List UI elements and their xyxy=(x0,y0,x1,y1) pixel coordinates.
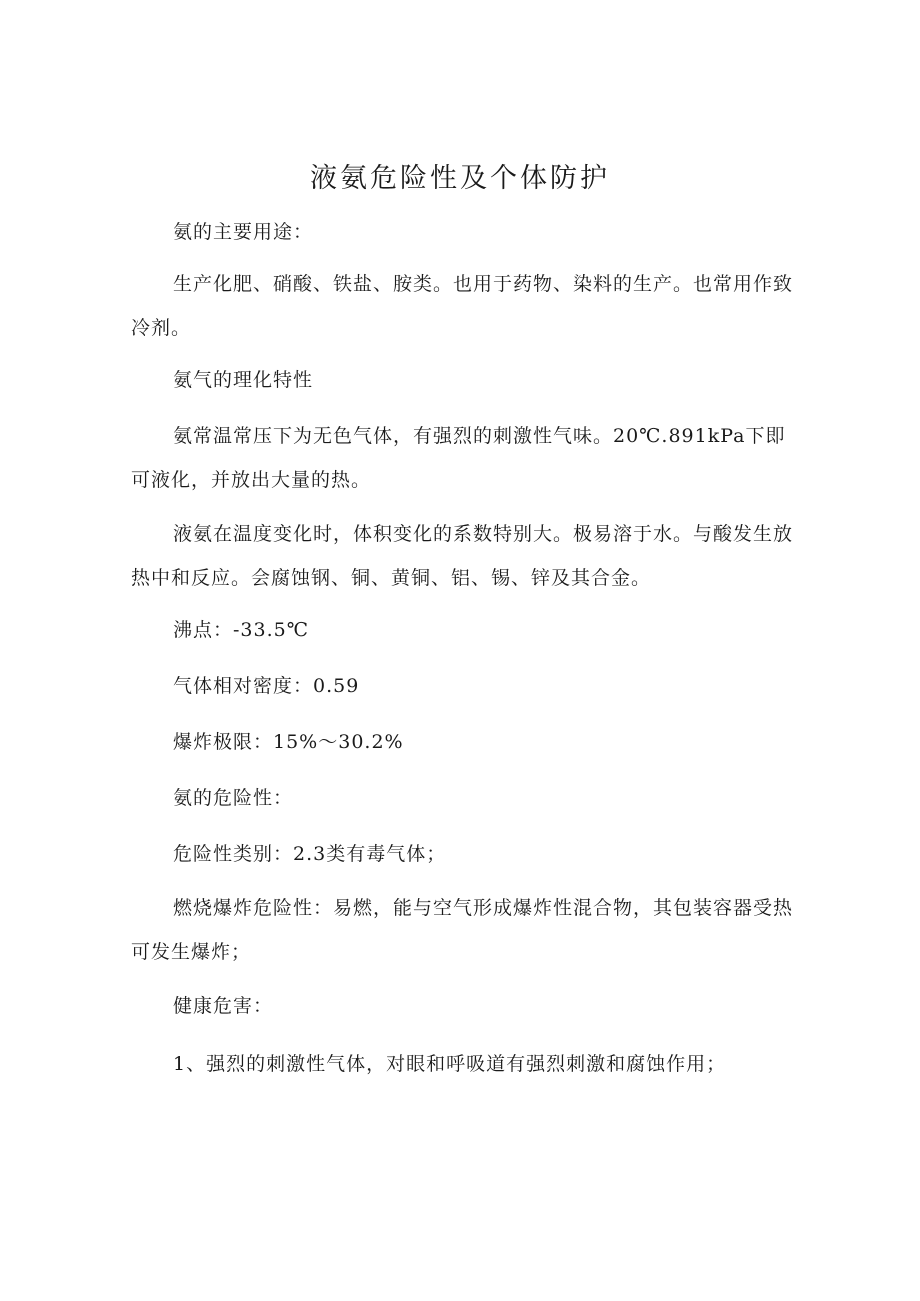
paragraph-properties-heading: 氨气的理化特性 xyxy=(173,369,314,391)
paragraph-fire-explosion-hazard: 燃烧爆炸危险性：易燃，能与空气形成爆炸性混合物，其包装容器受热可发生爆炸； xyxy=(131,897,794,963)
paragraph-ammonia-uses: 生产化肥、硝酸、铁盐、胺类。也用于药物、染料的生产。也常用作致冷剂。 xyxy=(131,273,794,339)
paragraph-properties-1: 氨常温常压下为无色气体，有强烈的刺激性气味。20℃.891kPa下即可液化，并放出大量的热。 xyxy=(131,425,786,491)
paragraph-health-hazard-1: 1、强烈的刺激性气体，对眼和呼吸道有强烈刺激和腐蚀作用； xyxy=(173,1053,727,1075)
paragraph-hazards-heading: 氨的危险性： xyxy=(173,787,294,809)
paragraph-gas-density: 气体相对密度：0.59 xyxy=(173,675,360,697)
paragraph-health-hazards-heading: 健康危害： xyxy=(173,995,274,1017)
paragraph-explosion-limit: 爆炸极限：15%～30.2% xyxy=(173,731,404,753)
paragraph-hazard-class: 危险性类别：2.3类有毒气体； xyxy=(173,843,447,865)
paragraph-boiling-point: 沸点：-33.5℃ xyxy=(173,619,309,641)
paragraph-ammonia-uses-heading: 氨的主要用途： xyxy=(173,221,314,243)
paragraph-properties-2: 液氨在温度变化时，体积变化的系数特别大。极易溶于水。与酸发生放热中和反应。会腐蚀钢、铜、黄铜、铝、锡、锌及其合金。 xyxy=(131,523,794,589)
document-title: 液氨危险性及个体防护 xyxy=(310,163,610,194)
